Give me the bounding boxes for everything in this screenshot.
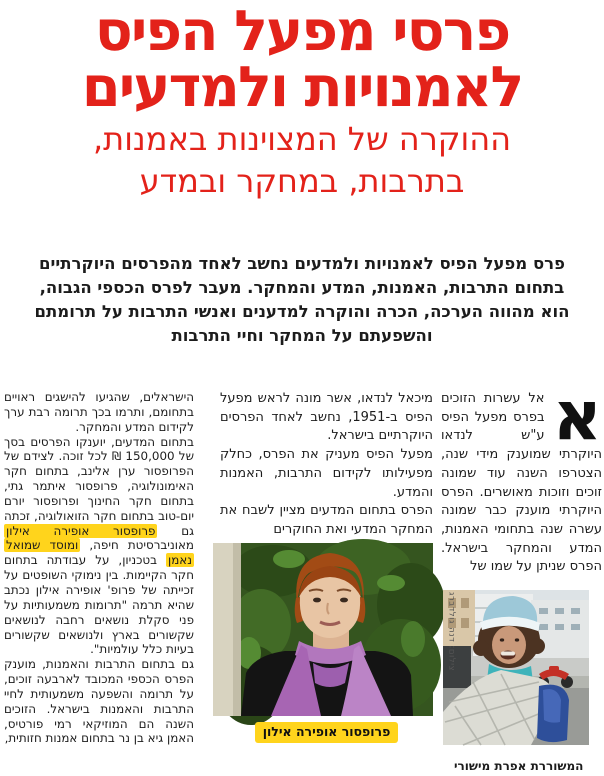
article-header [0, 0, 604, 202]
column-3 [4, 390, 194, 746]
column-1 [441, 377, 602, 776]
photo-credit: צילום: דנה גולדברג [446, 592, 457, 672]
intro-paragraph: פרס מפעל הפיס לאמנויות ולמדעים נחשב לאחד מהפרסים היוקרתיים בתחום התרבות, האמנות, המדע והמחקר. מעבר לפרס הכספי הגבוה, הוא מהווה הערכה, הכרה והוקרה למדענים ואנשי התרבות על תרומתם והשפעתם על המחקר וחיי התרבות [34, 254, 570, 345]
subheadline-line2: בתרבות, במחקר ובמדע [139, 162, 465, 200]
column-3-paragraph-1: הישראלים, שהגיעו להישגים ראויים בתחומם, ותרמו בכך תרומה רבת ערך לקידום המדע והמחקר. [4, 390, 194, 434]
column-3-text-b: מאוניברסיטת חיפה, [80, 538, 194, 553]
headline-line1: פרסי מפעל הפיס [94, 0, 510, 64]
column-3-text-c: בטכניון, על עבודתה בתחום חקר הקיימות. בין נימוקי השופטים על זכייתה של פרופ' אופירה אילון נכתב שהיא תרמה "תרומות משמעותיות על פני סקלת נושאים רחבה לנושאים שקשורים בארץ ולנושאים שקשורים בעיות כלל עולמיות". [4, 553, 194, 657]
column-3-paragraph-3: גם בתחום התרבות והאמנות, מוענק הפרס הכספי המכובד לארבעה זוכים, על תרומה והשפעה משמעותית לחיי התרבות והאמנות בישראל. הזוכים השנה הם המוזיקאי רמי פורטיס, האמן גיא בן נר בתחום אמנות חזותית, [4, 657, 194, 746]
subheadline-line1: ההוקרה של המצוינות באמנות, [93, 120, 511, 158]
subheadline [0, 118, 604, 202]
column-1-text: אל עשרות הזוכים בפרס מפעל הפיס ע"ש לנדאו היוקרתי שמוענק מידי שנה, הצטרפו השנה עוד שמונה זוכים וזוכות מאושרים. הפרס היוקרתי מוענק כבר שמונה עשרה שנה בתחומי האמנות, המדע והמחקר בישראל. הפרס שניתן על שמו של [441, 391, 602, 575]
highlight-ofira-ayalon: פרופסור אופירה אילון [6, 523, 156, 538]
column-2 [220, 390, 433, 743]
photo-ofira-ayalon [213, 543, 433, 716]
caption-efrat-mishori: המשוררת אפרת מישורי [454, 759, 584, 774]
column-2-paragraph-1: מיכאל לנדאו, אשר מונה לראש מפעל הפיס ב-1951, נחשב לאחד הפרסים היוקרתיים בישראל. [220, 391, 433, 444]
column-3-paragraph-2 [4, 435, 194, 658]
column-2-paragraph-3: הפרס בתחום המדעים מציין לשבח את המחקר המדעי ואת החוקרים [220, 503, 433, 537]
caption-ofira-ayalon-wrap [220, 722, 433, 744]
column-1-paragraph [441, 377, 602, 577]
column-2-paragraph-2: מפעל הפיס מעניק את הפרס, כחלק מפעילותו לקידום התרבות, האמנות והמדע. [220, 447, 433, 500]
column-3-text-a: בתחום המדעים, יוענקו הפרסים בסך של 150,000 ₪ לכל זוכה. לצידם של הפרופסור ערן אלינב, בתחום חקר האימונולוגיה, פרופסור איתמר גתי, בתחום חקר החינוך ופרופסור יורם יום-טוב בתחום חקר הזואולוגיה, זכתה גם [4, 434, 194, 538]
figure-efrat-mishori [441, 590, 602, 745]
headline-line2: לאמנויות ולמדעים [81, 55, 523, 120]
headline [0, 0, 604, 120]
dropcap-letter: א [552, 377, 602, 456]
figure-ofira-ayalon [213, 543, 433, 716]
photo-efrat-mishori [443, 590, 589, 745]
highlight-shmuel-neaman: ומוסד שמואל נאמן [6, 538, 192, 568]
article-columns [0, 377, 604, 776]
caption-ofira-ayalon: פרופסור אופירה אילון [255, 722, 399, 744]
